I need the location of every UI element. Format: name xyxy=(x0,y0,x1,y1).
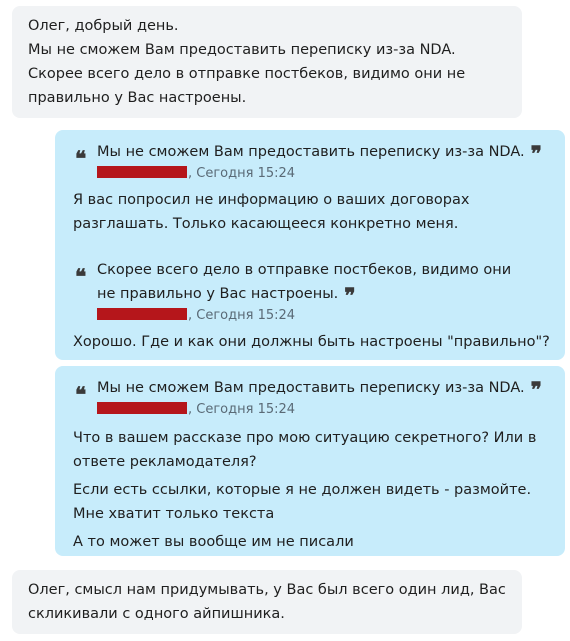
quote-meta xyxy=(97,400,555,420)
quoted-message xyxy=(73,258,555,326)
quoted-text: Мы не сможем Вам предоставить переписку из-за NDA. xyxy=(97,144,525,160)
quoted-text: не правильно у Вас настроены. xyxy=(97,286,339,302)
quote-open-icon: ❝ xyxy=(75,382,87,407)
quote-open-icon: ❝ xyxy=(75,146,87,171)
message-text: правильно у Вас настроены. xyxy=(28,90,247,106)
message-text: А то может вы вообще им не писали xyxy=(73,534,354,550)
message-incoming-1 xyxy=(12,6,522,118)
quote-meta xyxy=(97,306,555,326)
message-outgoing-2 xyxy=(55,366,565,556)
quote-close-icon: ❞ xyxy=(344,283,356,308)
message-text: ответе рекламодателя? xyxy=(73,454,257,470)
quoted-text: Скорее всего дело в отправке постбеков, видимо они xyxy=(97,262,512,278)
quoted-text: Мы не сможем Вам предоставить переписку из-за NDA. xyxy=(97,380,525,396)
quote-timestamp: , Сегодня 15:24 xyxy=(188,166,296,181)
message-text: Мы не сможем Вам предоставить переписку из-за NDA. xyxy=(28,42,456,58)
message-text: Скорее всего дело в отправке постбеков, видимо они не xyxy=(28,66,466,82)
message-outgoing-1 xyxy=(55,130,565,360)
message-text: разглашать. Только касающееся конкретно меня. xyxy=(73,216,459,232)
message-text: Если есть ссылки, которые я не должен видеть - размойте. xyxy=(73,482,532,498)
quote-open-icon: ❝ xyxy=(75,264,87,289)
quote-timestamp: , Сегодня 15:24 xyxy=(188,308,296,323)
message-text: скликивали с одного айпишника. xyxy=(28,606,285,622)
message-text: Олег, смысл нам придумывать, у Вас был всего один лид, Вас xyxy=(28,582,506,598)
quote-meta xyxy=(97,164,555,184)
quote-close-icon: ❞ xyxy=(530,377,542,402)
message-text: Олег, добрый день. xyxy=(28,18,179,34)
redacted-author xyxy=(97,166,187,178)
quote-timestamp: , Сегодня 15:24 xyxy=(188,402,296,417)
redacted-author xyxy=(97,402,187,414)
message-text: Хорошо. Где и как они должны быть настроены "правильно"? xyxy=(73,334,550,350)
quoted-message xyxy=(73,140,555,184)
quote-close-icon: ❞ xyxy=(530,141,542,166)
quoted-message xyxy=(73,376,555,420)
redacted-author xyxy=(97,308,187,320)
message-text: Я вас попросил не информацию о ваших договорах xyxy=(73,192,470,208)
message-incoming-2 xyxy=(12,570,522,634)
message-text: Мне хватит только текста xyxy=(73,506,275,522)
message-text: Что в вашем рассказе про мою ситуацию секретного? Или в xyxy=(73,430,537,446)
